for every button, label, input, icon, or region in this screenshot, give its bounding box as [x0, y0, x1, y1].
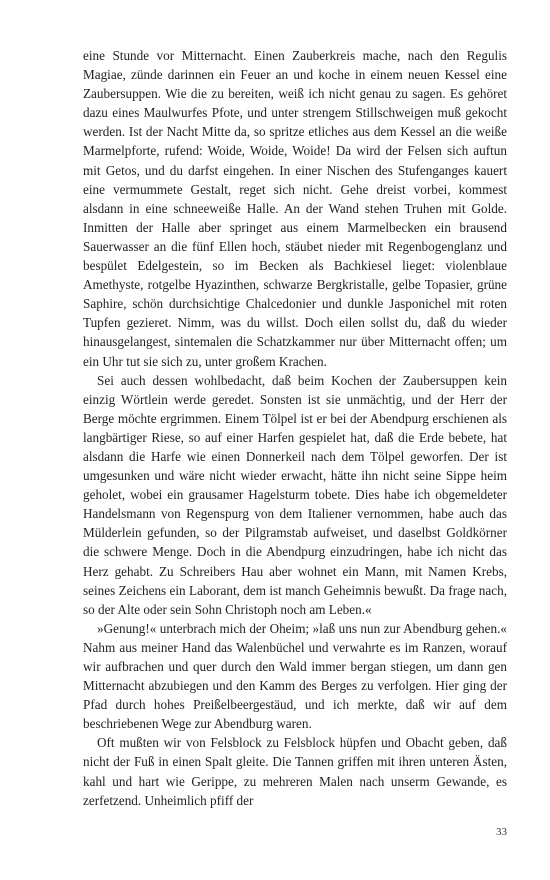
body-text — [83, 46, 507, 810]
paragraph-4: Oft mußten wir von Felsblock zu Felsblock hüpfen und Obacht geben, daß nicht der Fuß in einen Spalt gleite. Die Tannen griffen mit ihren unteren Ästen, kahl und hart wie Gerippe, zu mehreren Malen nach unserm Gewande, es zerfetzend. Unheimlich pfiff der — [83, 735, 507, 808]
paragraph-3: »Genung!« unterbrach mich der Oheim; »laß uns nun zur Abendburg gehen.« Nahm aus meiner Hand das Walenbüchel und verwahrte es im Ranzen, worauf wir aufbrachen und quer durch den Wald immer bergan stiegen, um dann gen Mitternacht abzubiegen und den Kamm des Berges zu verfolgen. Hier ging der Pfad durch hohes Preißelbeergestäud, und ich merkte, daß wir auf dem beschriebenen Wege zur Abendburg waren. — [83, 620, 507, 732]
page-number: 33 — [496, 826, 507, 838]
paragraph-1: eine Stunde vor Mitternacht. Einen Zauberkreis mache, nach den Regulis Magiae, zünde darinnen ein Feuer an und koche in einem neuen Kessel eine Zaubersuppen. Wie die zu bereiten, weiß ich nicht genau zu sagen. Es gehöret dazu eines Maulwurfes Pfote, und unter strengem Stillschweigen muß gekocht werden. Ist der Nacht Mitte da, so spritze etliches aus dem Kessel an die weiße Marmelpforte, rufend: Woide, Woide, Woide! Da wird der Felsen sich auftun mit Getos, und du darfst eingehen. In einer Nischen des Stufenganges kauert eine vermummete Gestalt, reget sich nicht. Gehe dreist vorbei, kommest alsdann in eine schneeweiße Halle. An der Wand stehen Truhen mit Golde. Inmitten der Halle aber springet aus einem Marmelbecken ein brausend Sauerwasser an die fünf Ellen hoch, stäubet nieder mit Regenbogenglanz und bespület Edelgestein, so im Becken als Bachkiesel lieget: violenblaue Amethyste, rotgelbe Hyazinthen, schwarze Bergkristalle, gelbe Topasier, grüne Saphire, schön durchsichtige Chalcedonier und dunkle Jasponichel mit roten Tupfen gezieret. Nimm, was du willst. Doch eilen sollst du, daß du wieder hinausgelangest, sintemalen die Schatzkammer nur über Mitternacht offen; um ein Uhr tut sie sich zu, unter großem Krachen. — [83, 48, 507, 369]
paragraph-2: Sei auch dessen wohlbedacht, daß beim Kochen der Zaubersuppen kein einzig Wörtlein werde geredet. Sonsten ist sie unmächtig, und der Herr der Berge möchte ergrimmen. Einem Tölpel ist er bei der Abendpurg erschienen als langbärtiger Riese, so auf einer Harfen gespielet hat, daß die Erde bebete, hat alsdann die Harfe wie einen Donnerkeil nach dem Tölpel geworfen. Der ist umgesunken und wäre nicht wieder erwacht, hätte ihn nicht seine Sippe heim geholet, wobei ein grausamer Hagelsturm tobete. Dies habe ich obgemeldeter Handelsmann von Regenspurg von dem Italiener vernommen, habe auch das Mülderlein gefunden, so der Pilgramstab aufweiset, und daselbst Goldkörner die schwere Menge. Doch in die Abendpurg einzudringen, habe ich nicht das Herz gehabt. Zu Schreibers Hau aber wohnet ein Mann, mit Namen Krebs, seines Zeichens ein Laborant, dem ist manch Geheimnis bewußt. Da frage nach, so der Alte oder sein Sohn Christoph noch am Leben.« — [83, 372, 507, 617]
